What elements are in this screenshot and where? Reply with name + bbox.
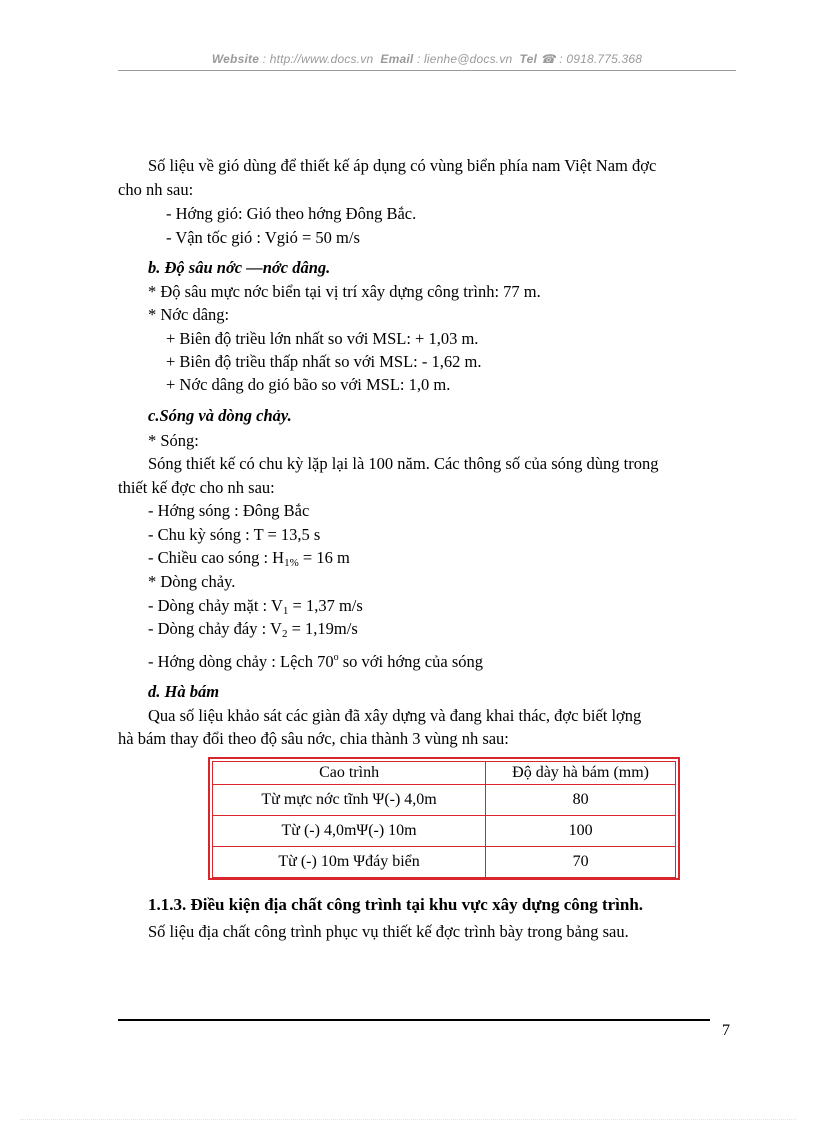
page-bottom-border — [20, 1119, 796, 1120]
waves-intro-1: Sóng thiết kế có chu kỳ lặp lại là 100 năm. Các thông số của sóng dùng trong — [148, 454, 659, 473]
marine-growth-intro-2: hà bám thay đổi theo độ sâu nớc, chia thành 3 vùng nh sau: — [118, 729, 509, 748]
website-label: Website — [211, 52, 260, 66]
marine-growth-heading: d. Hà bám — [148, 682, 220, 701]
table-row — [213, 847, 676, 878]
wave-period: - Chu kỳ sóng : T = 13,5 s — [148, 525, 321, 544]
surge-title: * Nớc dâng: — [148, 305, 230, 324]
waves-intro-2: thiết kế đợc cho nh sau: — [118, 478, 275, 497]
page-header — [118, 52, 736, 66]
waves-title: * Sóng: — [148, 431, 199, 450]
wind-speed: - Vận tốc gió : Vgió = 50 m/s — [166, 228, 360, 247]
header-elevation: Cao trình — [213, 762, 486, 785]
table-row — [213, 816, 676, 847]
marine-growth-intro-1: Qua số liệu khảo sát các giàn đã xây dựng và đang khai thác, đợc biết lợng — [148, 706, 642, 725]
wind-intro-1: Số liệu về gió dùng để thiết kế áp dụng có vùng biển phía nam Việt Nam đợc — [148, 156, 657, 175]
geology-intro: Số liệu địa chất công trình phục vụ thiết kế đợc trình bày trong bảng sau. — [148, 922, 629, 941]
row-thickness: 70 — [486, 847, 676, 878]
tel-value: : 0918.775.368 — [559, 52, 643, 66]
row-elevation: Từ (-) 10m Ψđáy biển — [213, 847, 486, 878]
email-label: Email — [380, 52, 414, 66]
tide-min: + Biên độ triều thấp nhất so với MSL: - 1,62 m. — [166, 352, 482, 371]
geology-heading: 1.1.3. Điều kiện địa chất công trình tại khu vực xây dựng công trình. — [148, 895, 644, 914]
header-thickness: Độ dày hà bám (mm) — [486, 762, 676, 785]
wave-direction: - Hớng sóng : Đông Bắc — [148, 501, 310, 520]
waves-heading: c.Sóng và dòng chảy. — [148, 406, 292, 425]
table-row — [213, 785, 676, 816]
tel-label: Tel — [519, 52, 537, 66]
header-rule — [118, 70, 736, 71]
footer-rule — [118, 1019, 710, 1021]
phone-icon: ☎ — [540, 52, 556, 66]
email-value[interactable]: : lienhe@docs.vn — [416, 52, 513, 66]
wind-intro-2: cho nh sau: — [118, 180, 194, 199]
depth-heading: b. Độ sâu nớc —nớc dâng. — [148, 258, 331, 277]
storm-surge: + Nớc dâng do gió bão so với MSL: 1,0 m. — [166, 375, 451, 394]
current-title: * Dòng chảy. — [148, 572, 236, 591]
surface-current: - Dòng chảy mặt : $V_1 = 1,37$ m/s — [148, 596, 363, 617]
row-thickness: 100 — [486, 816, 676, 847]
depth-line: * Độ sâu mực nớc biển tại vị trí xây dựng công trình: 77 m. — [148, 282, 541, 301]
bottom-current: - Dòng chảy đáy : $V_2 = 1,19m/s$ — [148, 619, 358, 640]
table-header-row — [213, 762, 676, 785]
website-url[interactable]: : http://www.docs.vn — [262, 52, 374, 66]
page-number: 7 — [722, 1022, 730, 1039]
row-elevation: Từ mực nớc tĩnh Ψ(-) 4,0m — [213, 785, 486, 816]
row-thickness: 80 — [486, 785, 676, 816]
wave-height: - Chiều cao sóng : $H_{1\%} = 16$ m — [148, 548, 350, 569]
wind-direction: - Hớng gió: Gió theo hớng Đông Bắc. — [166, 204, 417, 223]
tide-max: + Biên độ triều lớn nhất so với MSL: + 1,03 m. — [166, 329, 479, 348]
row-elevation: Từ (-) 4,0mΨ(-) 10m — [213, 816, 486, 847]
marine-growth-table — [208, 757, 680, 880]
current-direction: - Hớng dòng chảy : Lệch 70$^o$ so với hớng của sóng — [148, 652, 483, 671]
